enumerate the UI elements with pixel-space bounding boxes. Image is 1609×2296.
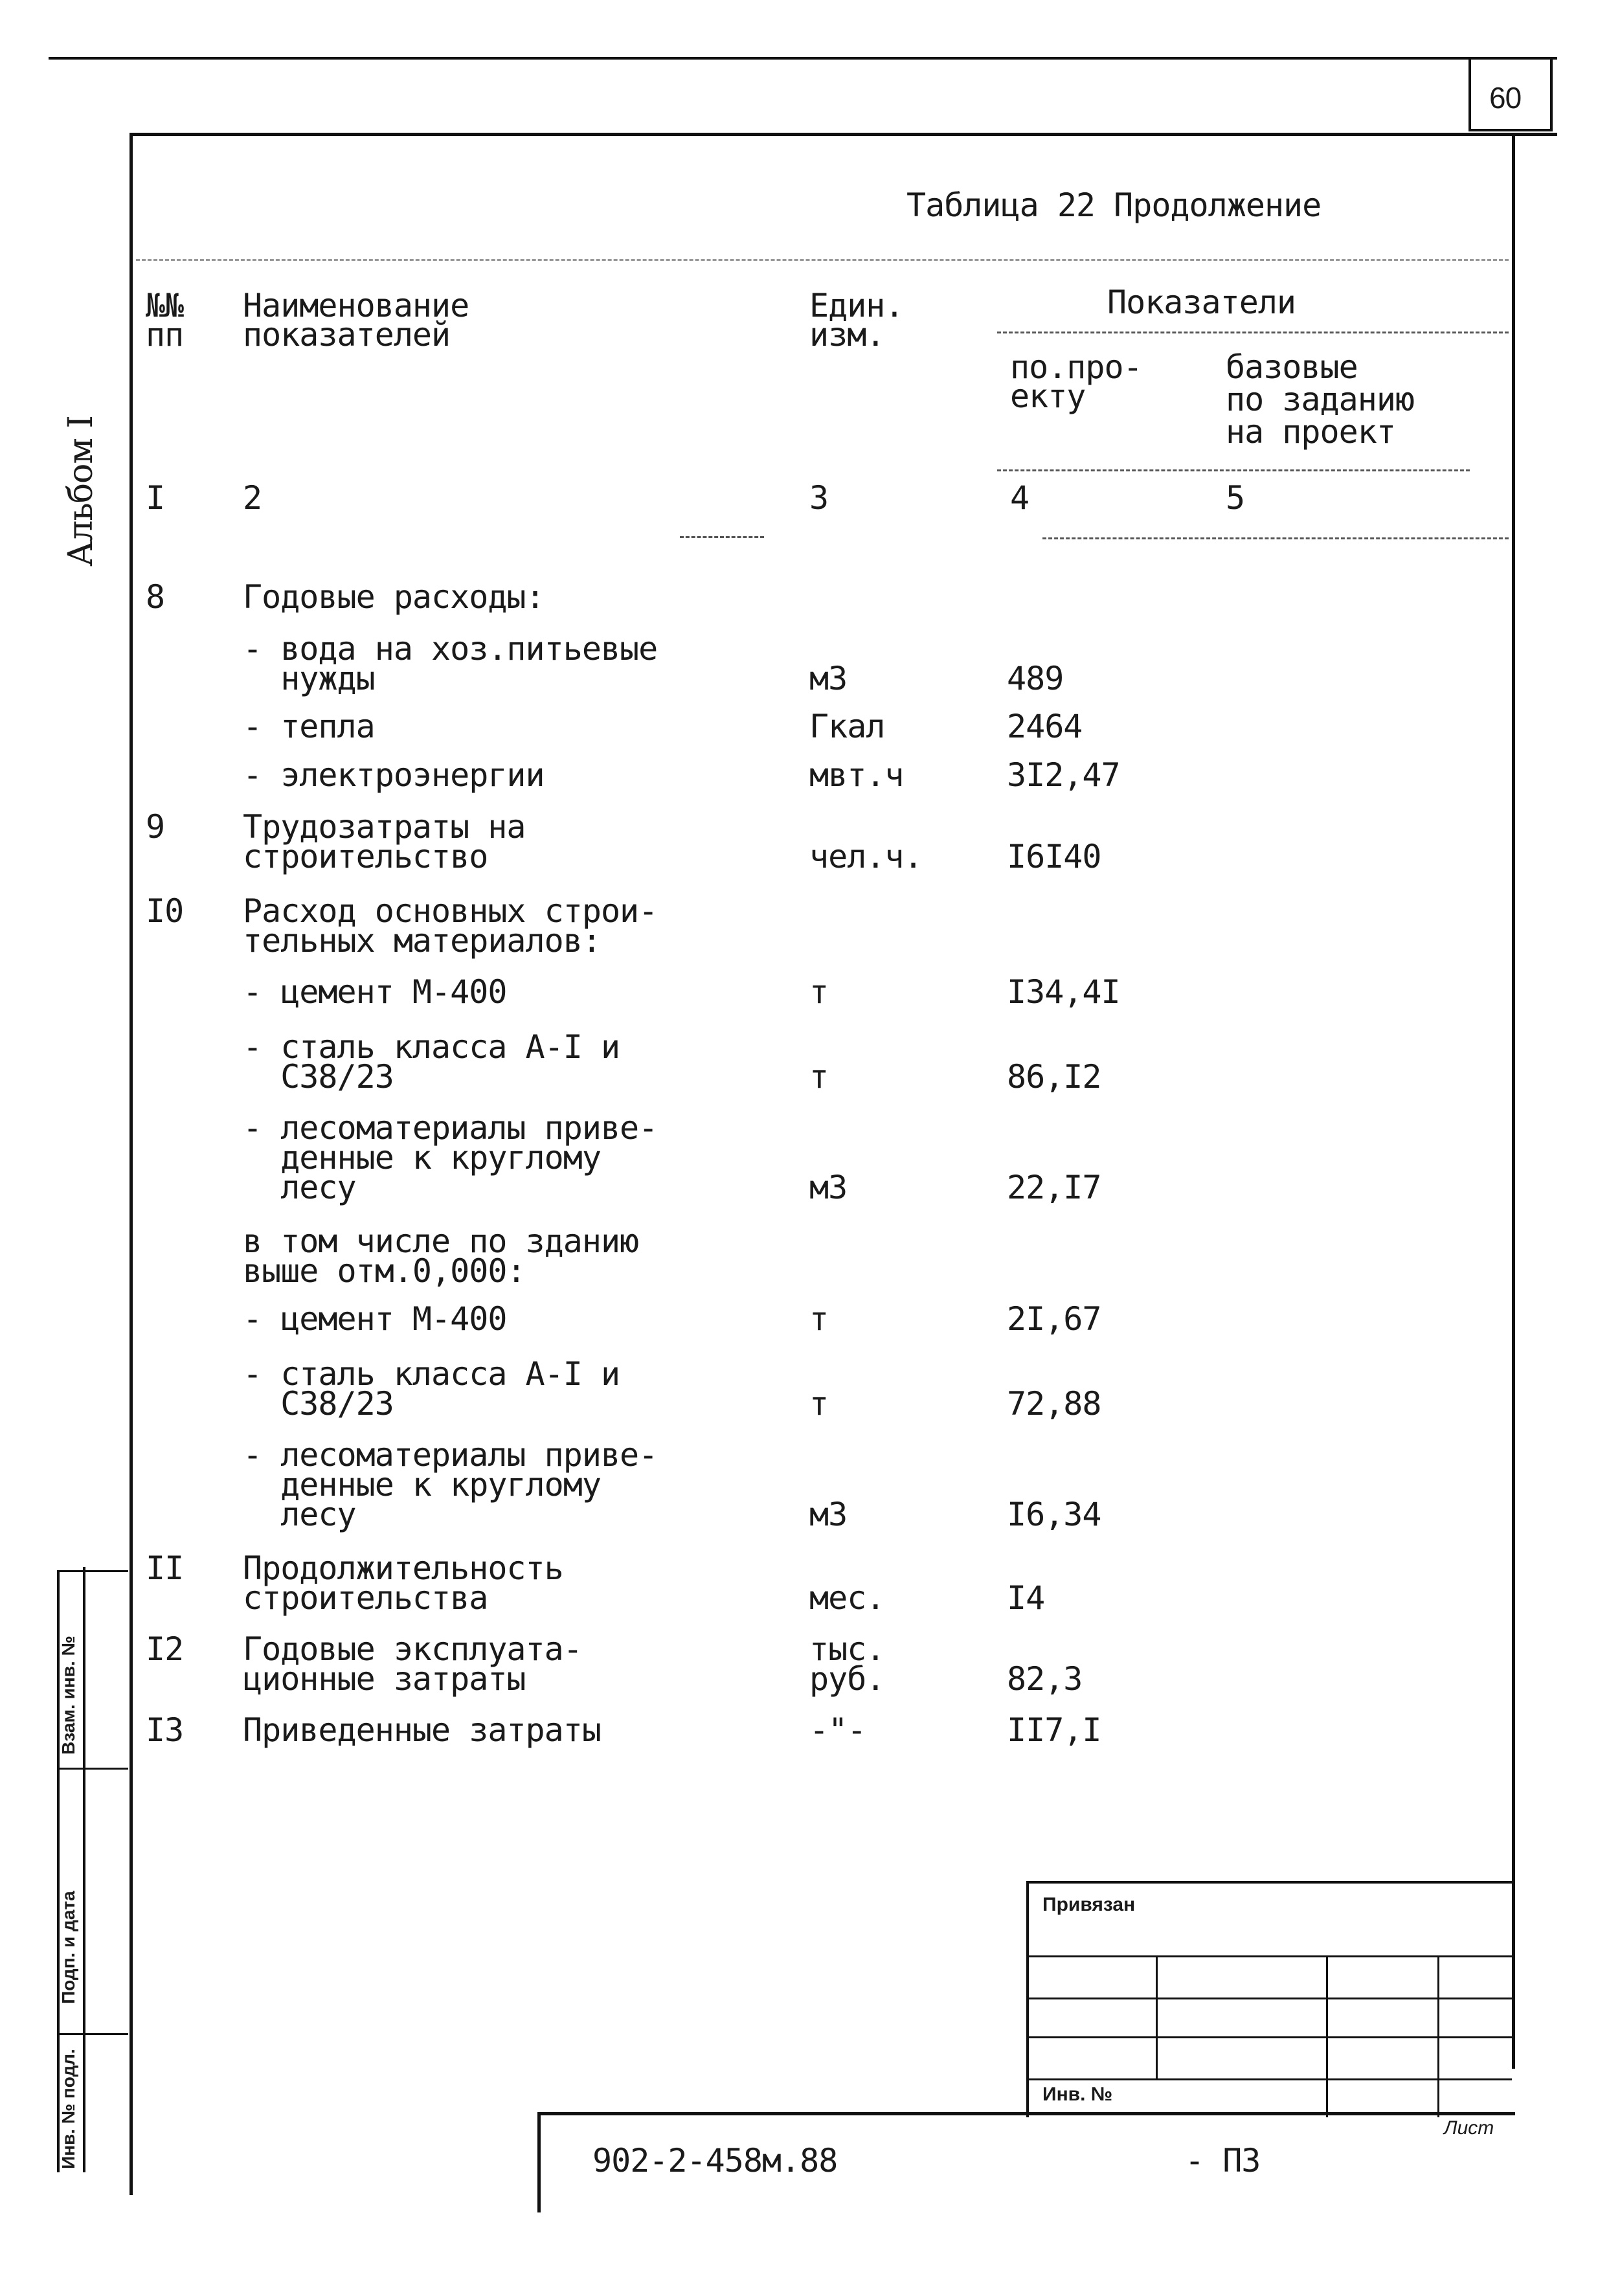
indicators-dash: [997, 332, 1509, 333]
row-name-line: лесу: [243, 1169, 356, 1206]
row-unit: т: [809, 1385, 829, 1423]
header-indicators: Показатели: [1107, 284, 1296, 321]
frame-right: [1512, 133, 1515, 2069]
row-value: I34,4I: [1007, 973, 1120, 1011]
header-num-line: №№: [146, 287, 184, 324]
row-number: 8: [146, 578, 165, 616]
row-value: 2464: [1007, 708, 1083, 745]
row-number: II: [146, 1549, 184, 1587]
row-name-line: - лесоматериалы приве-: [243, 1436, 658, 1474]
header-name-line: показателей: [243, 316, 451, 354]
header-top-dash: [136, 259, 1509, 261]
doc-code: 902-2-458м.88: [592, 2142, 838, 2179]
row-name-line: тельных материалов:: [243, 922, 601, 960]
side-box-div2: [57, 2033, 128, 2035]
row-unit: т: [809, 1300, 829, 1338]
row-name-line: - сталь класса А-I и: [243, 1028, 620, 1066]
row-name-line: денные к круглому: [243, 1466, 601, 1503]
header-unit-line: Един.: [809, 287, 904, 324]
header-base-line: базовые: [1226, 348, 1358, 386]
row-name-line: выше отм.0,000:: [243, 1252, 526, 1290]
row-name-line: - сталь класса А-I и: [243, 1355, 620, 1393]
frame-top: [129, 133, 1557, 136]
row-value: 86,I2: [1007, 1058, 1101, 1096]
row-name-line: денные к круглому: [243, 1139, 601, 1176]
row-value: 72,88: [1007, 1385, 1101, 1423]
side-box-div1: [57, 1768, 128, 1770]
row-name-line: Приведенные затраты: [243, 1711, 601, 1749]
table-title: Таблица 22 Продолжение: [906, 186, 1322, 224]
sheet-label: Лист: [1444, 2117, 1494, 2139]
stamp-col-1: [1156, 1955, 1158, 2078]
row-name-line: в том числе по зданию: [243, 1222, 639, 1260]
column-number: 2: [243, 479, 262, 517]
stamp-tied-label: Привязан: [1042, 1894, 1136, 1915]
side-label-sign-date: Подп. и дата: [58, 1891, 78, 2004]
row-value: I4: [1007, 1579, 1045, 1617]
row-unit: руб.: [809, 1660, 885, 1698]
row-name-line: - цемент М-400: [243, 1300, 507, 1338]
header-bottom-dash: [680, 536, 764, 538]
row-name-line: Годовые эксплуата-: [243, 1630, 582, 1668]
header-project-line: екту: [1010, 377, 1086, 415]
side-box-right: [83, 1567, 85, 2172]
row-unit: тыс.: [809, 1630, 885, 1668]
stamp-top: [1026, 1881, 1515, 1884]
row-number: I3: [146, 1711, 184, 1749]
row-number: 9: [146, 808, 165, 846]
row-value: 3I2,47: [1007, 756, 1120, 794]
row-value: I6,34: [1007, 1496, 1101, 1533]
column-number: 3: [809, 479, 829, 517]
title-block-top: [537, 2112, 1515, 2115]
header-name-line: Наименование: [243, 287, 469, 324]
row-name-line: Трудозатраты на: [243, 808, 526, 846]
row-name-line: - электроэнергии: [243, 756, 545, 794]
row-number: I0: [146, 892, 184, 930]
stamp-inv-label: Инв. №: [1042, 2084, 1113, 2105]
row-name-line: строительство: [243, 838, 488, 875]
page-number-box: [1468, 57, 1553, 131]
row-name-line: ционные затраты: [243, 1660, 526, 1698]
stamp-col-2: [1326, 1955, 1328, 2117]
row-value: I6I40: [1007, 838, 1101, 875]
row-name-line: - цемент М-400: [243, 973, 507, 1011]
header-base-line: по заданию: [1226, 381, 1415, 418]
album-label: [63, 416, 98, 567]
row-value: 2I,67: [1007, 1300, 1101, 1338]
row-unit: м3: [809, 1169, 848, 1206]
side-box-top: [57, 1570, 128, 1572]
row-name-line: - вода на хоз.питьевые: [243, 630, 658, 668]
row-name-line: Продолжительность: [243, 1549, 563, 1587]
stamp-col-3: [1437, 1955, 1439, 2117]
side-label-inv-sub: Инв. № подл.: [58, 2049, 78, 2169]
row-value: 22,I7: [1007, 1169, 1101, 1206]
column-number: 5: [1226, 479, 1245, 517]
row-unit: м3: [809, 660, 848, 697]
row-unit: т: [809, 973, 829, 1011]
column-number: I: [146, 479, 165, 517]
top-rule: [49, 57, 1557, 60]
row-value: 82,3: [1007, 1660, 1083, 1698]
row-unit: мвт.ч: [809, 756, 904, 794]
row-name-line: нужды: [243, 660, 375, 697]
album-label-text: Альбом I: [62, 416, 100, 567]
page-number: 60: [1489, 81, 1522, 115]
title-block-left: [537, 2112, 541, 2212]
row-unit: чел.ч.: [809, 838, 923, 875]
row-name-line: Годовые расходы:: [243, 578, 545, 616]
row-name-line: С38/23: [243, 1385, 394, 1423]
header-base-line: на проект: [1226, 413, 1395, 451]
header-unit-line: изм.: [809, 316, 885, 354]
row-name-line: С38/23: [243, 1058, 394, 1096]
row-unit: -"-: [809, 1711, 866, 1749]
header-num-line: пп: [146, 316, 184, 354]
row-name-line: лесу: [243, 1496, 356, 1533]
row-number: I2: [146, 1630, 184, 1668]
frame-left: [129, 133, 133, 2195]
row-unit: мес.: [809, 1579, 885, 1617]
header-bottom-dash-2: [1042, 537, 1509, 539]
column-number: 4: [1010, 479, 1030, 517]
side-label-replace-inv: Взам. инв. №: [58, 1636, 78, 1755]
row-name-line: строительства: [243, 1579, 488, 1617]
header-project-line: по.про-: [1010, 348, 1142, 386]
row-value: II7,I: [1007, 1711, 1101, 1749]
row-value: 489: [1007, 660, 1064, 697]
row-name-line: - тепла: [243, 708, 375, 745]
row-unit: т: [809, 1058, 829, 1096]
row-name-line: - лесоматериалы приве-: [243, 1109, 658, 1147]
row-unit: Гкал: [809, 708, 885, 745]
row-unit: м3: [809, 1496, 848, 1533]
header-mid-dash: [997, 469, 1470, 471]
row-name-line: Расход основных строи-: [243, 892, 658, 930]
doc-section: - ПЗ: [1185, 2142, 1261, 2179]
